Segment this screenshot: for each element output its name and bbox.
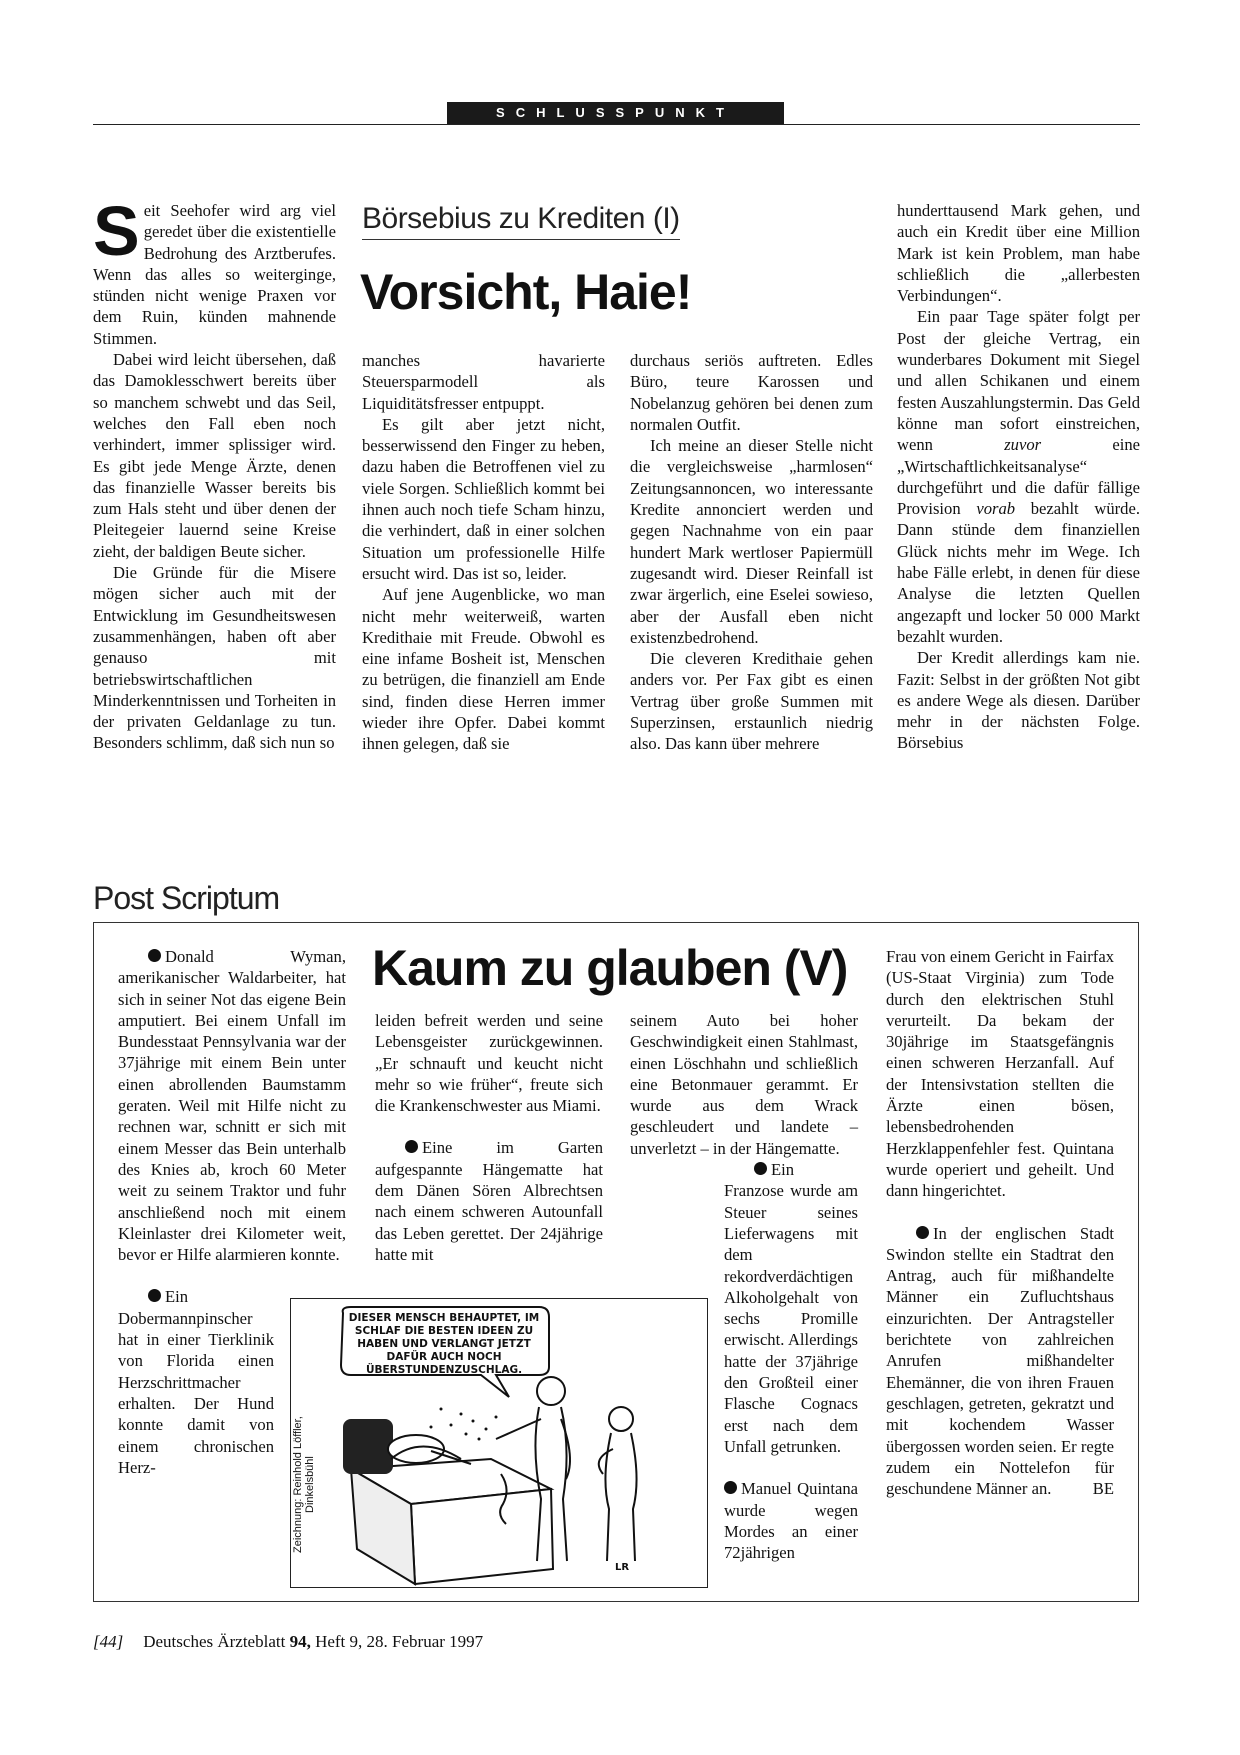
- news-item: seinem Auto bei hoher Geschwindigkeit einen Stahlmast, einen Löschhahn und schließlich eine Betonmauer gerammt. Er wurde aus dem Wrack geschleudert und landete – unverletzt – in der Hängematte.: [630, 1011, 858, 1158]
- news-item: Ein Franzose wurde am Steuer seines Lieferwagens mit dem rekordverdächtigen Alkoholgehalt von sechs Promille erwischt. Allerdings hatte der 37jährige den Großteil einer Flasche Cognacs erst nach dem Unfall getrunken.: [724, 1160, 858, 1456]
- journal-name: Deutsches Ärzteblatt: [143, 1632, 286, 1651]
- article-paragraph: Es gilt aber jetzt nicht, besserwissend den Finger zu heben, dazu haben die Betroffenen viel zu viele Sorgen. Schließlich kommt bei ihnen auch noch tiefe Scham hinzu, die verhindert, daß in einer solchen Situation um professionelle Hilfe ersucht wird. Das ist so, leider.: [362, 414, 605, 583]
- article-kicker: Börsebius zu Krediten (I): [362, 202, 680, 240]
- ps-col-2: [375, 1010, 603, 1265]
- bullet-icon: [148, 949, 161, 962]
- article-paragraph: hunderttausend Mark gehen, und auch ein Kredit über eine Million Mark ist kein Problem, man habe schließlich die „allerbesten Verbindungen“.: [897, 201, 1140, 306]
- cartoon-signature: LR: [615, 1562, 630, 1573]
- article-col-4: [897, 200, 1140, 754]
- postscriptum-headline: Kaum zu glauben (V): [372, 940, 848, 996]
- news-item: Donald Wyman, amerikanischer Waldarbeiter, hat sich in seiner Not das eigene Bein amputiert. Bei einem Unfall im Bundesstaat Pennsylvania war der 37jährige mit einem Bein unter einen abrollenden Baumstamm geraten. Weil mit Hilfe nicht zu rechnen war, schnitt er sich mit einem Messer das Bein unterhalb des Knies ab, kroch 60 Meter weit zu seinem Traktor und fuhr anschließend noch mit einem Kleinlaster drei Kilometer weit, bevor er Hilfe alarmieren konnte.: [118, 947, 346, 1265]
- article-paragraph: Ich meine an dieser Stelle nicht die vergleichsweise „harmlosen“ Zeitungsannoncen, wo interessante Kredite annonciert werden und gegen Nachnahme von ein paar hundert Mark wertloser Papiermüll zugesandt wird. Dieser Reinfall ist zwar ärgerlich, eine Eselei sowieso, aber der Ausfall eben nicht existenzbedrohend.: [630, 436, 873, 647]
- journal-issue: Heft 9, 28. Februar 1997: [315, 1632, 484, 1651]
- author-sign: BE: [1092, 1479, 1114, 1499]
- news-item: Ein Dobermannpinscher hat in einer Tierklinik von Florida einen Herzschrittmacher erhalten. Der Hund konnte damit von einem chronischen Herz-: [118, 1287, 274, 1477]
- article-col-2: [362, 350, 605, 755]
- article-col-1: [93, 192, 336, 754]
- article-paragraph: Seit Seehofer wird arg viel geredet über die existentielle Bedrohung des Arztberufes. Wenn das alles so weiterginge, stünden nicht wenige Praxen vor dem Ruin, künden mahnende Stimmen.: [93, 192, 336, 348]
- article-paragraph: Die Gründe für die Misere mögen sicher auch mit der Entwicklung im Gesundheitswesen zusammenhängen, haben oft aber genauso mit betriebswirtschaftlichen Minderkenntnissen und Torheiten in der privaten Geldanlage zu tun. Besonders schlimm, daß sich nun so: [93, 563, 336, 753]
- header-rule: [93, 124, 1140, 125]
- dropcap: S: [93, 192, 140, 270]
- section-label: SCHLUSSPUNKT: [447, 102, 784, 124]
- news-item: Frau von einem Gericht in Fairfax (US-Staat Virginia) zum Tode durch den elektrischen Stuhl verurteilt. Da bekam der 30jährige im Staatsgefängnis einen schweren Herzanfall. Auf der Intensivstation stellten die Ärzte einen bösen, lebensbedrohenden Herzklappenfehler fest. Quintana wurde operiert und geheilt. Und dann hingerichtet.: [886, 947, 1114, 1201]
- postscriptum-title: Post Scriptum: [93, 880, 280, 916]
- emphasis: zuvor: [1004, 435, 1042, 455]
- article-paragraph: manches havarierte Steuersparmodell als Liquiditätsfresser entpuppt.: [362, 351, 605, 413]
- bullet-icon: [754, 1162, 767, 1175]
- bullet-icon: [916, 1226, 929, 1239]
- bullet-icon: [724, 1481, 737, 1494]
- emphasis: vorab: [976, 499, 1016, 519]
- page-footer: [93, 1632, 483, 1652]
- bullet-icon: [405, 1140, 418, 1153]
- news-item: Manuel Quintana wurde wegen Mordes an einer 72jährigen: [724, 1479, 858, 1563]
- page-number: [44]: [93, 1632, 124, 1651]
- article-paragraph: Die cleveren Kredithaie gehen anders vor. Per Fax gibt es einen Vertrag über große Summen mit Superzinsen, erstaunlich niedrig also. Das kann über mehrere: [630, 649, 873, 754]
- article-paragraph: Dabei wird leicht übersehen, daß das Damoklesschwert bereits über so manchem schwebt und das Seil, welches den Fall eben noch verhindert, immer splissiger wird. Es gibt jede Menge Ärzte, denen das finanzielle Wasser bereits bis zum Hals steht und über denen der Pleitegeier lauernd seine Kreise zieht, der baldigen Beute sicher.: [93, 350, 336, 561]
- article-paragraph: Auf jene Augenblicke, wo man nicht mehr weiterweiß, warten Kredithaie mit Freude. Obwohl es eine infame Bosheit ist, Menschen zu betrügen, die finanziell am Ende sind, finden diese Herren immer wieder ihre Opfer. Dabei kommt ihnen gelegen, daß sie: [362, 585, 605, 754]
- article-paragraph: Der Kredit allerdings kam nie. Fazit: Selbst in der größten Not gibt es andere Wege als diesen. Darüber mehr in der nächsten Folge. Börsebius: [897, 648, 1140, 753]
- bullet-icon: [148, 1289, 161, 1302]
- article-paragraph: Ein paar Tage später folgt per Post der gleiche Vertrag, ein wunderbares Dokument mit Siegel und allen Schikanen und einem festen Auszahlungstermin. Das Geld könne man sofort einstreichen, wenn zuvor eine „Wirtschaftlichkeitsanalyse“ durchgeführt und die dafür fällige Provision vorab bezahlt würde. Dann stünde dem finanziellen Glück nichts mehr im Wege. Ich habe Fälle erlebt, in denen für diese Analyse die letzten Quellen angezapft und locker 50 000 Markt bezahlt wurden.: [897, 307, 1140, 646]
- ps-col-4: [886, 946, 1114, 1499]
- journal-volume: 94,: [289, 1632, 311, 1651]
- news-item: Eine im Garten aufgespannte Hängematte hat dem Dänen Sören Albrechtsen nach einem schweren Autounfall das Leben gerettet. Der 24jährige hatte mit: [375, 1138, 603, 1264]
- cartoon-speech-bubble: DIESER MENSCH BEHAUPTET, IM SCHLAF DIE BESTEN IDEEN ZU HABEN UND VERLANGT JETZT DAFÜR AUCH NOCH ÜBERSTUNDENZUSCHLAG.: [348, 1312, 540, 1376]
- news-item: leiden befreit werden und seine Lebensgeister zurückgewinnen. „Er schnauft und keucht nicht mehr so wie früher“, freute sich die Krankenschwester aus Miami.: [375, 1011, 603, 1116]
- article-paragraph: durchaus seriös auftreten. Edles Büro, teure Karossen und Nobelanzug gehören bei denen zum normalen Outfit.: [630, 351, 873, 434]
- news-item: In der englischen Stadt Swindon stellte ein Stadtrat den Antrag, auch für mißhandelte Männer ein Zufluchtshaus einzurichten. Der Antragsteller berichtete von zahlreichen Anrufen mißhandelter Ehemänner, die von ihren Frauen geschlagen, getreten, gekratzt und mit kochendem Wasser übergossen worden seien. Er regte zudem ein Nottelefon für geschundene Männer an. BE: [886, 1223, 1114, 1499]
- article-headline: Vorsicht, Haie!: [360, 264, 692, 320]
- cartoon-credit: Zeichnung: Reinhold Löffler, Dinkelsbühl: [292, 1416, 316, 1554]
- article-col-3: [630, 350, 873, 755]
